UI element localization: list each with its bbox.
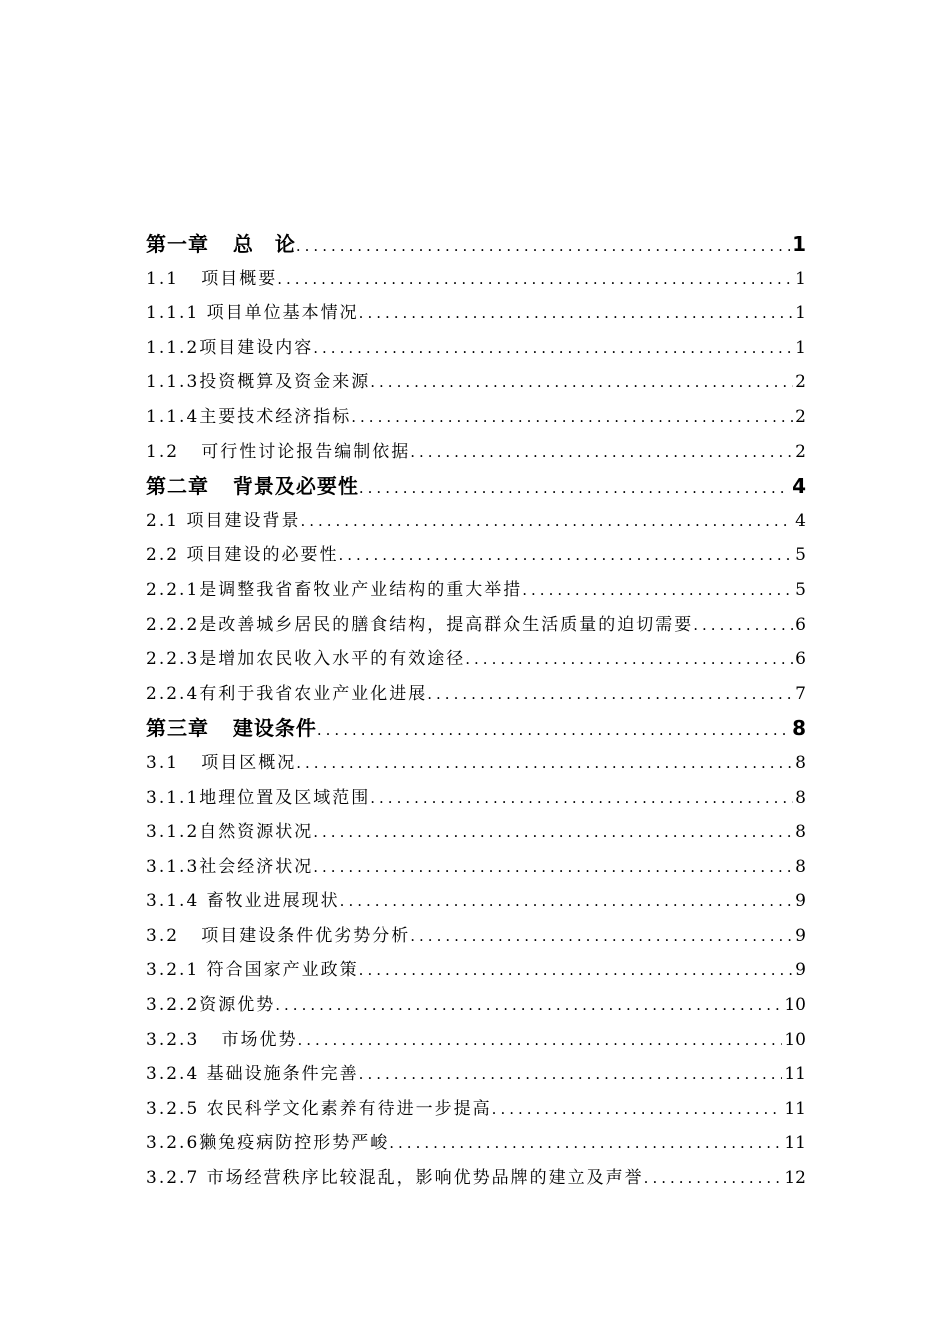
toc-page-number: 7 [795, 683, 806, 704]
toc-entry[interactable] [146, 677, 806, 712]
toc-entry[interactable] [146, 884, 806, 919]
toc-entry-title: 獭兔疫病防控形势严峻 [199, 1133, 390, 1154]
toc-dot-leader [338, 538, 793, 573]
toc-entry[interactable] [146, 781, 806, 816]
toc-entry-gap [179, 504, 186, 539]
toc-entry[interactable] [146, 746, 806, 781]
toc-page-number: 6 [795, 649, 806, 670]
toc-entry[interactable] [146, 815, 806, 850]
toc-entry-number: 3.1 [146, 752, 180, 773]
toc-page-number: 1 [795, 337, 806, 358]
toc-entry-number: 1.1 [146, 268, 180, 289]
toc-chapter-entry[interactable] [146, 711, 806, 746]
toc-entry-number: 3.2.4 [146, 1064, 200, 1085]
toc-entry-title: 背景及必要性 [232, 474, 359, 499]
toc-entry-number: 2.1 [146, 510, 180, 531]
toc-entry-title: 有利于我省农业产业化进展 [199, 683, 428, 704]
toc-entry[interactable] [146, 435, 806, 470]
toc-dot-leader [370, 365, 793, 400]
toc-page-number: 5 [795, 545, 806, 566]
toc-entry-title: 地理位置及区域范围 [199, 787, 371, 808]
toc-entry-number: 3.1.2 [146, 822, 200, 843]
toc-dot-leader [340, 884, 794, 919]
toc-entry-title: 项目单位基本情况 [206, 303, 359, 324]
toc-entry-number: 1.1.4 [146, 406, 200, 427]
toc-entry[interactable] [146, 1057, 806, 1092]
toc-entry-number: 3.2.5 [146, 1098, 200, 1119]
toc-page-number: 1 [795, 268, 806, 289]
toc-entry-number: 1.1.3 [146, 372, 200, 393]
toc-entry-title: 建设条件 [232, 716, 317, 741]
toc-entry[interactable] [146, 331, 806, 366]
toc-page-number: 10 [784, 1029, 806, 1050]
toc-entry-number: 2.2.4 [146, 683, 200, 704]
toc-entry-number: 第三章 [146, 716, 209, 741]
toc-entry-number: 3.1.1 [146, 787, 200, 808]
toc-dot-leader [427, 677, 793, 712]
toc-entry-title: 符合国家产业政策 [206, 960, 359, 981]
toc-entry-number: 第二章 [146, 474, 209, 499]
toc-page-number: 8 [795, 787, 806, 808]
toc-entry-title: 是增加农民收入水平的有效途径 [199, 649, 466, 670]
toc-page-number: 11 [784, 1098, 806, 1119]
toc-entry-number: 1.2 [146, 441, 180, 462]
toc-dot-leader [313, 850, 793, 885]
toc-entry[interactable] [146, 1092, 806, 1127]
toc-entry-number: 3.2.7 [146, 1168, 200, 1189]
toc-dot-leader [370, 781, 793, 816]
toc-page-number: 9 [795, 891, 806, 912]
toc-dot-leader [644, 1161, 783, 1196]
toc-dot-leader [296, 229, 790, 264]
toc-page-number: 2 [795, 372, 806, 393]
toc-dot-leader [522, 573, 793, 608]
toc-entry-gap [179, 919, 201, 954]
toc-page-number: 8 [795, 856, 806, 877]
toc-entry-title: 项目概要 [201, 268, 278, 289]
toc-entry[interactable] [146, 400, 806, 435]
toc-dot-leader [275, 988, 782, 1023]
toc-entry-number: 3.1.3 [146, 856, 200, 877]
toc-page-number: 4 [795, 510, 806, 531]
toc-entry[interactable] [146, 988, 806, 1023]
toc-dot-leader [317, 713, 790, 748]
toc-entry-number: 3.2.2 [146, 995, 200, 1016]
toc-entry-number: 3.2.1 [146, 960, 200, 981]
toc-entry[interactable] [146, 850, 806, 885]
toc-entry-number: 第一章 [146, 232, 209, 256]
toc-page-number: 11 [784, 1133, 806, 1154]
toc-page-number: 1 [792, 232, 806, 256]
toc-dot-leader [313, 815, 793, 850]
toc-entry[interactable] [146, 1161, 806, 1196]
toc-dot-leader [359, 296, 794, 331]
toc-entry-title: 市场经营秩序比较混乱，影响优势品牌的建立及声誉 [206, 1168, 644, 1189]
toc-page-number: 12 [784, 1168, 806, 1189]
toc-page-number: 8 [795, 752, 806, 773]
toc-page-number: 8 [795, 822, 806, 843]
toc-entry-number: 3.2.6 [146, 1133, 200, 1154]
toc-entry-title: 是改善城乡居民的膳食结构，提高群众生活质量的迫切需要 [199, 614, 694, 635]
toc-entry[interactable] [146, 504, 806, 539]
toc-dot-leader [297, 1023, 782, 1058]
toc-entry[interactable] [146, 919, 806, 954]
toc-dot-leader [313, 331, 793, 366]
toc-entry-gap [179, 538, 186, 573]
toc-entry-number: 3.1.4 [146, 891, 200, 912]
toc-entry-title: 总 论 [232, 232, 296, 256]
toc-entry[interactable] [146, 1023, 806, 1058]
toc-entry[interactable] [146, 365, 806, 400]
toc-entry[interactable] [146, 296, 806, 331]
toc-entry-title: 主要技术经济指标 [199, 406, 352, 427]
toc-entry-gap [209, 711, 233, 746]
toc-dot-leader [410, 919, 793, 954]
toc-page-number: 5 [795, 579, 806, 600]
toc-dot-leader [389, 1126, 782, 1161]
toc-page-number: 9 [795, 925, 806, 946]
toc-entry[interactable] [146, 262, 806, 297]
toc-entry-gap [209, 227, 233, 262]
toc-entry-gap [179, 746, 201, 781]
toc-entry-title: 可行性讨论报告编制依据 [201, 441, 411, 462]
toc-dot-leader [351, 400, 793, 435]
toc-entry[interactable] [146, 642, 806, 677]
toc-dot-leader [410, 435, 793, 470]
toc-entry-gap [199, 953, 206, 988]
toc-entry-gap [199, 884, 206, 919]
toc-dot-leader [300, 504, 793, 539]
toc-entry-gap [199, 1057, 206, 1092]
toc-entry-number: 1.1.2 [146, 337, 200, 358]
toc-entry-number: 1.1.1 [146, 303, 200, 324]
toc-entry-title: 是调整我省畜牧业产业结构的重大举措 [199, 579, 523, 600]
toc-entry-gap [179, 262, 201, 297]
table-of-contents [146, 227, 806, 1196]
toc-entry-title: 畜牧业进展现状 [206, 891, 340, 912]
toc-dot-leader [296, 746, 793, 781]
toc-entry-title: 市场优势 [221, 1029, 298, 1050]
toc-page-number: 6 [795, 614, 806, 635]
toc-entry-gap [199, 1092, 206, 1127]
toc-entry[interactable] [146, 538, 806, 573]
toc-entry-gap [199, 1161, 206, 1196]
toc-entry-title: 项目建设内容 [199, 337, 314, 358]
toc-chapter-entry[interactable] [146, 227, 806, 262]
toc-entry-number: 2.2 [146, 545, 180, 566]
toc-dot-leader [465, 642, 793, 677]
toc-entry-gap [209, 469, 233, 504]
toc-dot-leader [359, 953, 794, 988]
toc-dot-leader [492, 1092, 783, 1127]
toc-page-number: 2 [795, 406, 806, 427]
toc-entry-title: 项目建设的必要性 [186, 545, 339, 566]
toc-chapter-entry[interactable] [146, 469, 806, 504]
toc-page-number: 2 [795, 441, 806, 462]
toc-page-number: 1 [795, 303, 806, 324]
toc-dot-leader [359, 1057, 783, 1092]
toc-entry-title: 自然资源状况 [199, 822, 314, 843]
toc-entry-title: 项目建设背景 [186, 510, 301, 531]
toc-entry-number: 2.2.1 [146, 579, 200, 600]
toc-entry-gap [199, 296, 206, 331]
toc-page-number: 11 [784, 1064, 806, 1085]
toc-entry-gap [179, 435, 201, 470]
toc-page-number: 8 [792, 716, 806, 741]
toc-entry-gap [199, 1023, 221, 1058]
toc-page-number: 10 [784, 995, 806, 1016]
toc-entry-title: 投资概算及资金来源 [199, 372, 371, 393]
toc-page-number: 4 [792, 474, 806, 499]
toc-page-number: 9 [795, 960, 806, 981]
toc-entry[interactable] [146, 573, 806, 608]
toc-entry[interactable] [146, 608, 806, 643]
toc-entry-title: 资源优势 [199, 995, 276, 1016]
toc-dot-leader [693, 608, 793, 643]
toc-dot-leader [277, 262, 793, 297]
toc-entry-number: 2.2.2 [146, 614, 200, 635]
toc-entry-number: 3.2 [146, 925, 180, 946]
toc-dot-leader [359, 471, 790, 506]
toc-entry[interactable] [146, 1126, 806, 1161]
toc-entry[interactable] [146, 953, 806, 988]
toc-entry-title: 基础设施条件完善 [206, 1064, 359, 1085]
toc-entry-number: 2.2.3 [146, 649, 200, 670]
toc-entry-number: 3.2.3 [146, 1029, 200, 1050]
toc-entry-title: 项目区概况 [201, 752, 297, 773]
toc-entry-title: 项目建设条件优劣势分析 [201, 925, 411, 946]
toc-entry-title: 社会经济状况 [199, 856, 314, 877]
toc-entry-title: 农民科学文化素养有待进一步提高 [206, 1098, 492, 1119]
